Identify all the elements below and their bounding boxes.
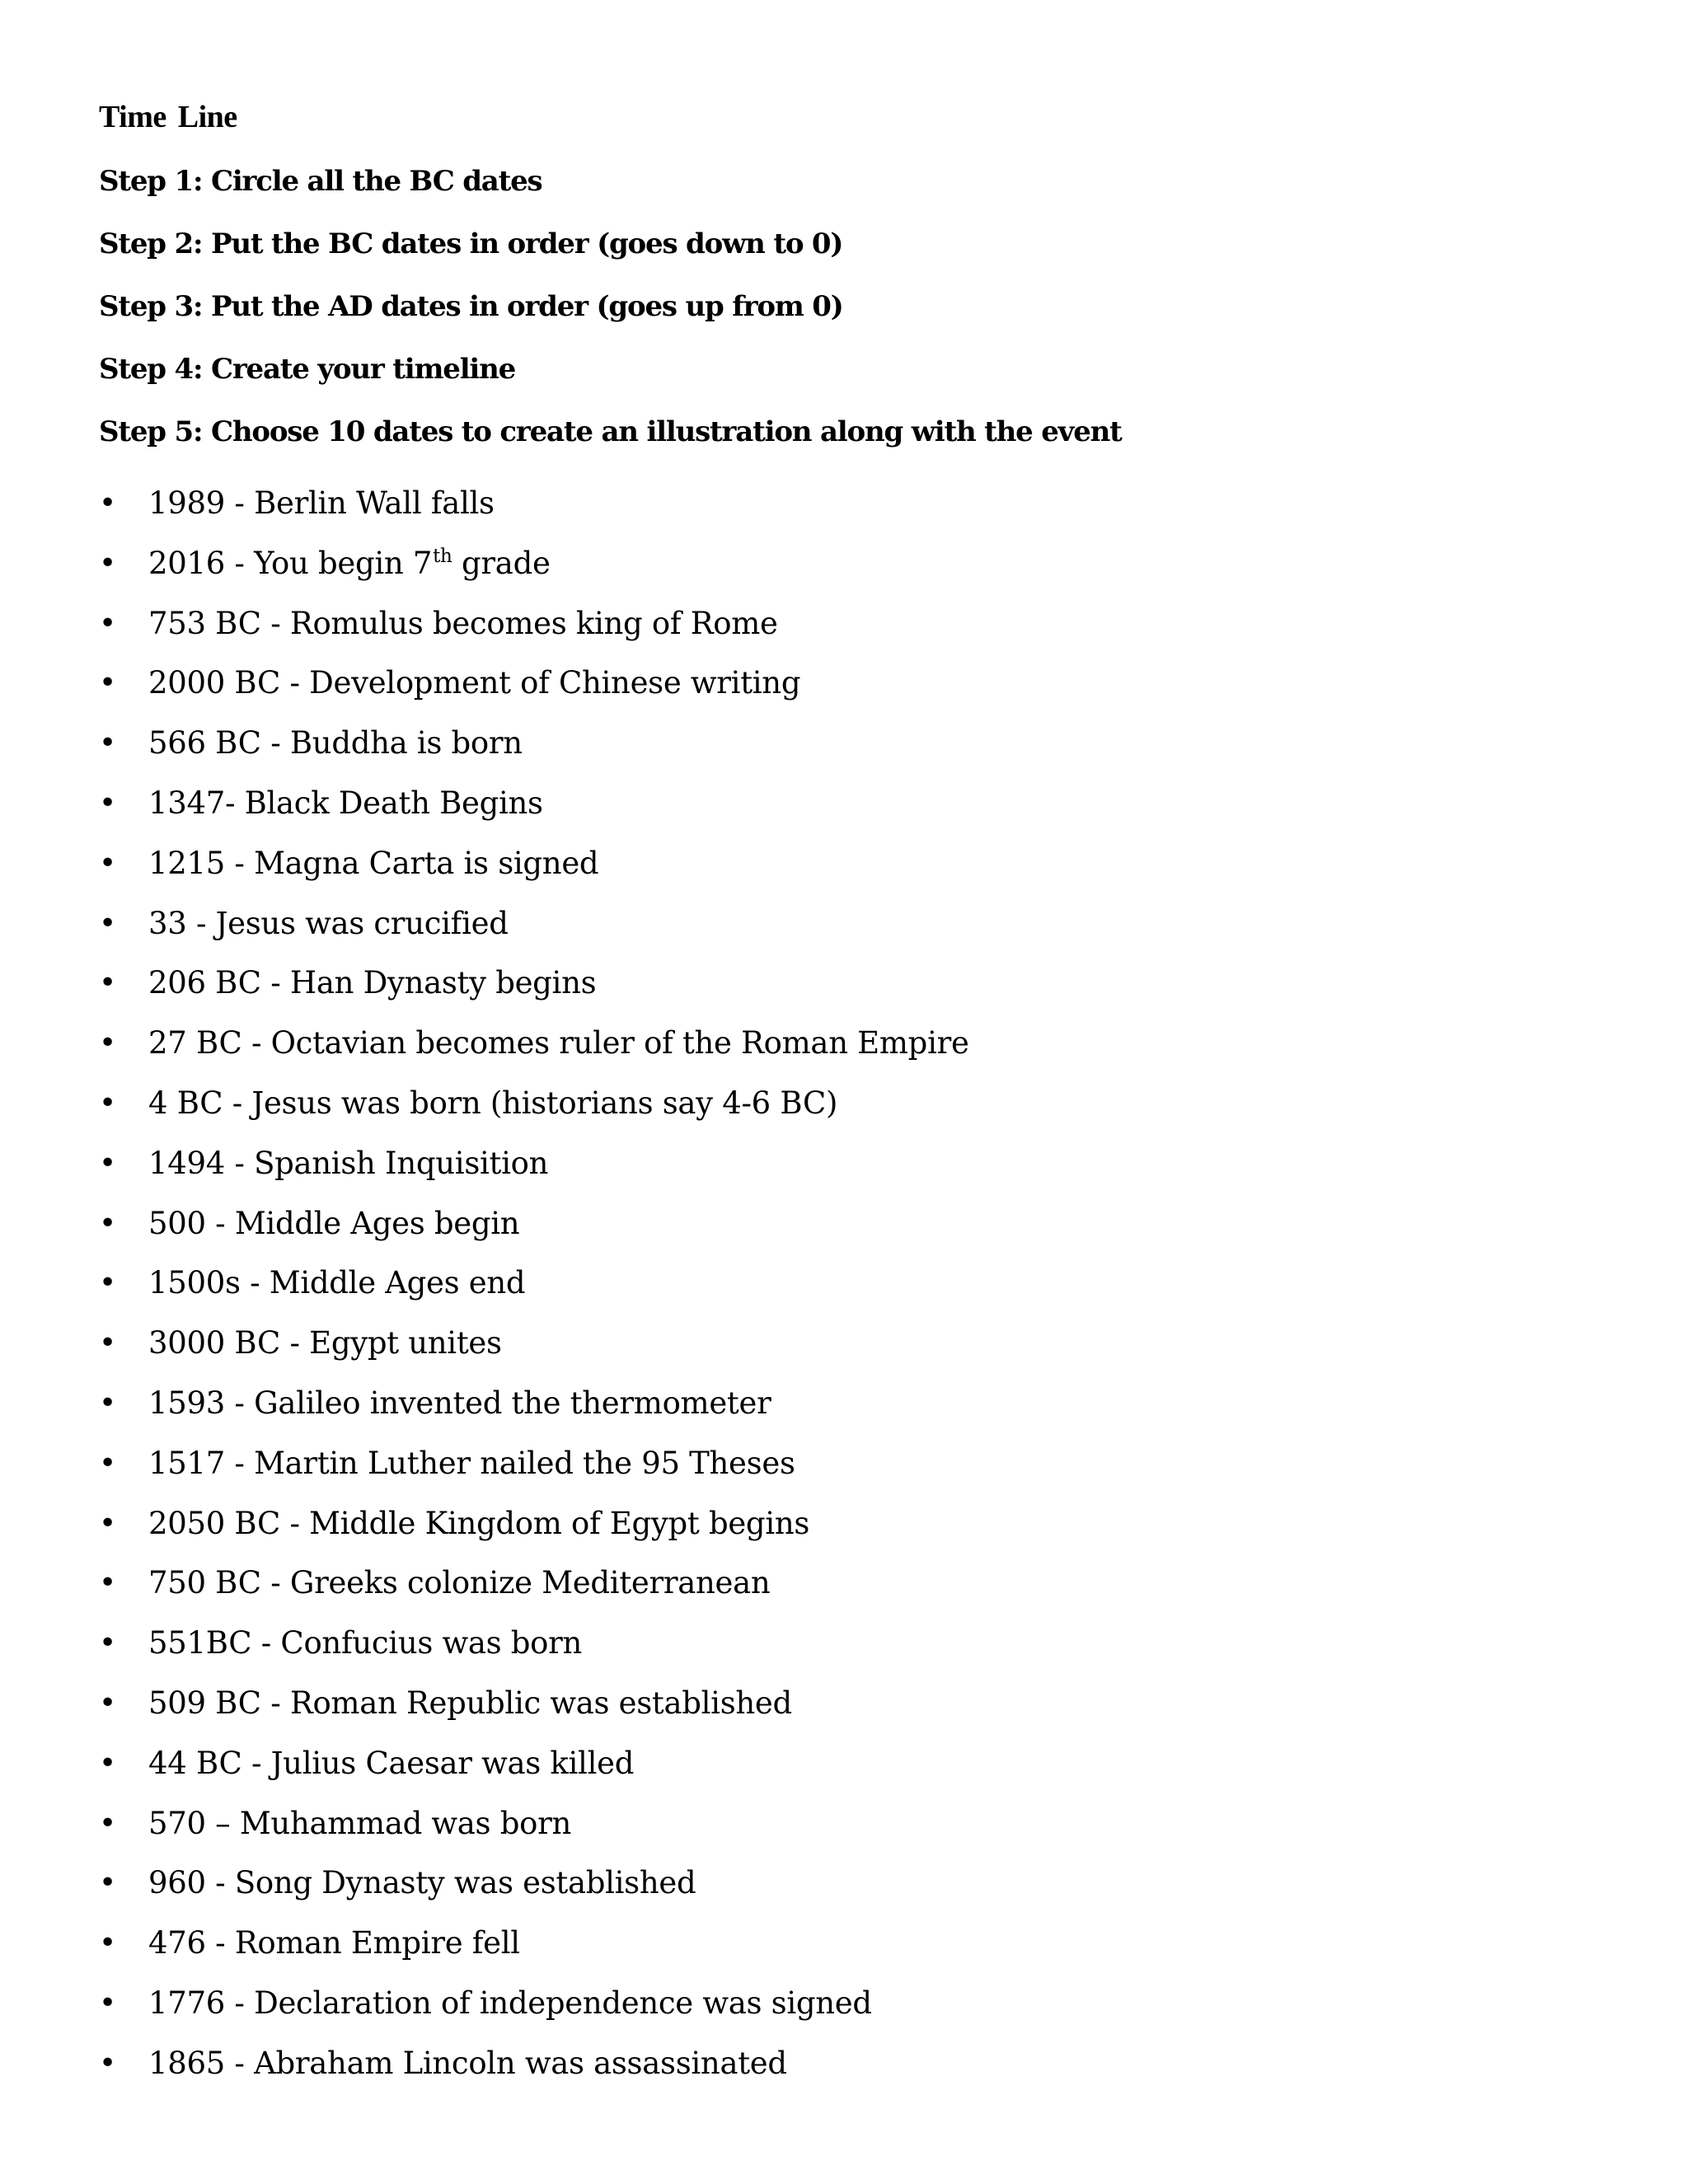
bullet-icon: • — [99, 966, 116, 1001]
event-text: 1989 - Berlin Wall falls — [148, 485, 495, 521]
list-item-text — [148, 534, 551, 594]
event-text: 2000 BC - Development of Chinese writing — [148, 665, 801, 701]
list-item-text — [148, 2034, 787, 2094]
step-separator: : — [192, 415, 203, 448]
event-text: 476 - Roman Empire fell — [148, 1925, 520, 1961]
list-item-text — [148, 1014, 969, 1074]
list-item-text — [148, 1494, 809, 1554]
list-item-text — [148, 594, 778, 654]
bullet-icon: • — [99, 1326, 116, 1361]
bullet-icon: • — [99, 1866, 116, 1900]
bullet-icon: • — [99, 1806, 116, 1840]
bullet-icon: • — [99, 546, 116, 580]
event-text: 500 - Middle Ages begin — [148, 1205, 520, 1241]
step-label: Step 2 — [99, 227, 193, 260]
bullet-icon: • — [99, 726, 116, 761]
step-text: Choose 10 dates to create an illustration along with the event — [202, 415, 1122, 448]
list-item-text — [148, 1074, 837, 1134]
list-item-text — [148, 1374, 771, 1434]
list-item-text — [148, 1434, 795, 1494]
bullet-icon: • — [99, 1746, 116, 1780]
step-4 — [99, 344, 1122, 407]
bullet-icon: • — [99, 785, 116, 820]
bullet-icon: • — [99, 1146, 116, 1180]
list-item-text — [148, 1794, 571, 1854]
step-2 — [99, 219, 1122, 282]
list-item-text — [148, 1134, 548, 1194]
title-word-1: Time — [99, 100, 166, 134]
list-item-text — [148, 1254, 525, 1314]
bullet-icon: • — [99, 1506, 116, 1540]
bullet-icon: • — [99, 606, 116, 640]
step-5 — [99, 407, 1122, 470]
event-text: 1347- Black Death Begins — [148, 785, 543, 821]
step-separator: : — [192, 290, 203, 323]
list-item-text — [148, 714, 523, 774]
step-label: Step 3 — [99, 290, 193, 323]
step-text: Create your timeline — [202, 353, 516, 386]
step-text: Circle all the BC dates — [202, 165, 542, 198]
event-text: 1776 - Declaration of independence was signed — [148, 1985, 872, 2021]
list-item-text — [148, 654, 800, 714]
instruction-steps — [99, 157, 1122, 470]
event-text: 3000 BC - Egypt unites — [148, 1325, 502, 1361]
step-separator: : — [192, 227, 203, 260]
bullet-icon: • — [99, 1685, 116, 1720]
step-3 — [99, 282, 1122, 344]
page-title — [99, 92, 237, 142]
event-text: 1517 - Martin Luther nailed the 95 Theses — [148, 1445, 795, 1481]
list-item-text — [148, 954, 596, 1014]
event-text: 1494 - Spanish Inquisition — [148, 1145, 549, 1181]
bullet-icon: • — [99, 486, 116, 520]
event-text: 509 BC - Roman Republic was established — [148, 1685, 792, 1721]
event-text: 206 BC - Han Dynasty begins — [148, 965, 597, 1001]
step-separator: : — [192, 165, 203, 198]
step-label: Step 5 — [99, 415, 193, 448]
list-item-text — [148, 474, 495, 534]
bullet-icon: • — [99, 1085, 116, 1120]
list-item-text — [148, 1674, 792, 1734]
step-label: Step 4 — [99, 353, 193, 386]
event-text: 44 BC - Julius Caesar was killed — [148, 1745, 635, 1781]
list-item-text — [148, 1734, 634, 1794]
event-text: 551BC - Confucius was born — [148, 1625, 583, 1661]
event-text: 960 - Song Dynasty was established — [148, 1865, 696, 1901]
event-text: 2050 BC - Middle Kingdom of Egypt begins — [148, 1505, 810, 1541]
bullet-icon: • — [99, 1446, 116, 1480]
event-text: 753 BC - Romulus becomes king of Rome — [148, 605, 778, 641]
event-text: 566 BC - Buddha is born — [148, 725, 523, 762]
step-text: Put the BC dates in order (goes down to 0) — [202, 227, 843, 260]
step-1 — [99, 157, 1122, 219]
bullet-icon: • — [99, 906, 116, 940]
list-item-text — [148, 1554, 770, 1614]
list-item-text — [148, 1614, 582, 1674]
step-separator: : — [192, 353, 203, 386]
bullet-icon: • — [99, 1206, 116, 1240]
event-text: 1500s - Middle Ages end — [148, 1265, 526, 1301]
event-text-tail: grade — [452, 545, 551, 581]
event-text: 1215 - Magna Carta is signed — [148, 845, 599, 881]
step-text: Put the AD dates in order (goes up from 0) — [202, 290, 843, 323]
list-item-text — [148, 834, 598, 894]
list-item-text — [148, 894, 509, 954]
event-text: 4 BC - Jesus was born (historians say 4-6 BC) — [148, 1085, 838, 1121]
bullet-icon: • — [99, 1626, 116, 1661]
list-item-text — [148, 1914, 520, 1974]
bullet-icon: • — [99, 846, 116, 880]
ordinal-suffix: th — [433, 545, 452, 567]
event-text: 1593 - Galileo invented the thermometer — [148, 1385, 771, 1421]
event-text: 2016 - You begin 7 — [148, 545, 433, 581]
bullet-icon: • — [99, 1985, 116, 2020]
list-item-text — [148, 774, 543, 834]
event-text: 750 BC - Greeks colonize Mediterranean — [148, 1565, 771, 1601]
title-word-2: Line — [177, 100, 237, 134]
list-item-text — [148, 1854, 696, 1914]
bullet-icon: • — [99, 1266, 116, 1301]
list-item-text — [148, 1314, 502, 1374]
bullet-icon: • — [99, 1926, 116, 1961]
bullet-icon: • — [99, 2046, 116, 2080]
bullet-icon: • — [99, 666, 116, 701]
event-text: 33 - Jesus was crucified — [148, 905, 509, 941]
bullet-icon: • — [99, 1026, 116, 1061]
list-item-text — [148, 1194, 519, 1254]
event-text: 570 – Muhammad was born — [148, 1805, 571, 1841]
bullet-icon: • — [99, 1385, 116, 1420]
step-label: Step 1 — [99, 165, 193, 198]
list-item-text — [148, 1974, 872, 2034]
event-text: 1865 - Abraham Lincoln was assassinated — [148, 2045, 787, 2081]
bullet-icon: • — [99, 1566, 116, 1601]
event-text: 27 BC - Octavian becomes ruler of the Roman Empire — [148, 1025, 969, 1062]
